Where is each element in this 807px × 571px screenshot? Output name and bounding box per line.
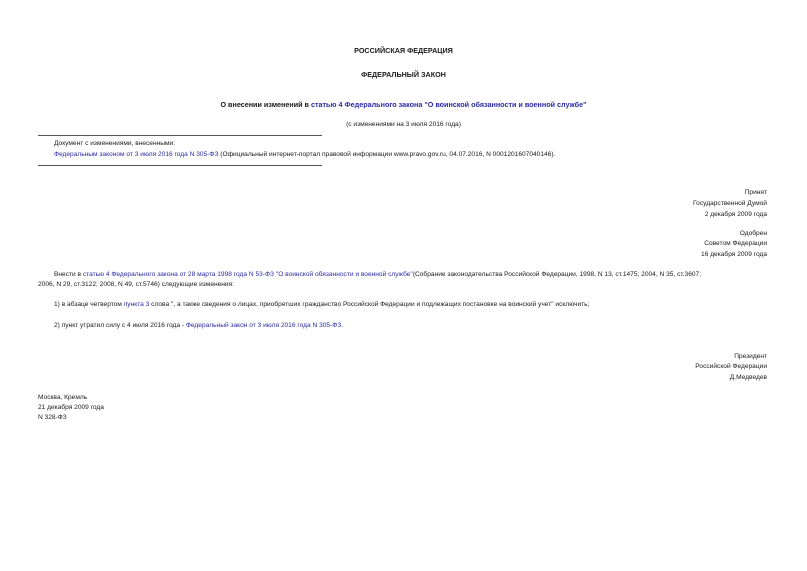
document-title xyxy=(0,100,807,109)
revision-note: (с изменениями на 3 июля 2016 года) xyxy=(346,121,461,128)
item2-suffix: . xyxy=(341,322,344,329)
publication-source: (Официальный интернет-портал правовой информации www.pravo.gov.ru, 04.07.2016, N 0001201607040146). xyxy=(218,151,556,158)
approved-body: Советом Федерации xyxy=(704,240,767,247)
repealing-law-link[interactable]: Федеральный закон от 3 июля 2016 года N 305-ФЗ xyxy=(185,322,342,329)
law-type-heading: ФЕДЕРАЛЬНЫЙ ЗАКОН xyxy=(361,70,446,79)
amended-article-link[interactable]: статью 4 Федерального закона от 28 марта 1998 года N 53-ФЗ "О воинской обязанности и военной службе" xyxy=(82,271,413,278)
title-prefix: О внесении изменений в xyxy=(220,100,311,109)
signing-date: 21 декабря 2009 года xyxy=(38,404,104,411)
item1-text: слова ", а также сведения о лицах, приобретших гражданство Российской Федерации и подлежащих постановке на воинский учет" исключить; xyxy=(149,301,590,308)
approved-label: Одобрен xyxy=(739,230,767,237)
changes-intro: Документ с изменениями, внесенными: xyxy=(54,140,176,147)
amendment-item-1 xyxy=(54,301,589,308)
point-3-link[interactable]: пункта 3 xyxy=(123,301,150,308)
signatory-name: Д.Медведев xyxy=(729,374,767,381)
adopted-date: 2 декабря 2009 года xyxy=(704,211,767,218)
body-prefix: Внести в xyxy=(54,271,83,278)
adopted-label: Принят xyxy=(744,189,767,196)
amending-law-link[interactable]: Федеральным законом от 3 июля 2016 года N 305-ФЗ xyxy=(54,151,219,158)
body-citation: (Собрание законодательства Российской Федерации, 1998, N 13, ст.1475; 2004, N 35, ст.3607; xyxy=(412,271,702,278)
bottom-divider xyxy=(38,165,322,166)
item2-prefix: 2) пункт утратил силу с 4 июля 2016 года - xyxy=(54,322,186,329)
law-number: N 328-ФЗ xyxy=(38,414,67,421)
changes-source-line xyxy=(54,151,555,158)
body-paragraph-line2: 2006, N 29, ст.3122; 2008, N 49, ст.5746) следующие изменения: xyxy=(38,281,235,288)
item1-prefix: 1) в абзаце четвертом xyxy=(54,301,124,308)
approved-date: 16 декабря 2009 года xyxy=(701,251,767,258)
adopted-body: Государственной Думой xyxy=(693,200,767,207)
country-heading: РОССИЙСКАЯ ФЕДЕРАЦИЯ xyxy=(354,46,453,55)
top-divider xyxy=(38,135,322,136)
signatory-country: Российской Федерации xyxy=(695,363,767,370)
signatory-title: Президент xyxy=(734,353,767,360)
title-link[interactable]: статью 4 Федерального закона "О воинской обязанности и военной службе" xyxy=(310,100,587,109)
signing-place: Москва, Кремль xyxy=(38,394,88,401)
body-paragraph-line1 xyxy=(54,271,701,278)
amendment-item-2 xyxy=(54,322,343,329)
